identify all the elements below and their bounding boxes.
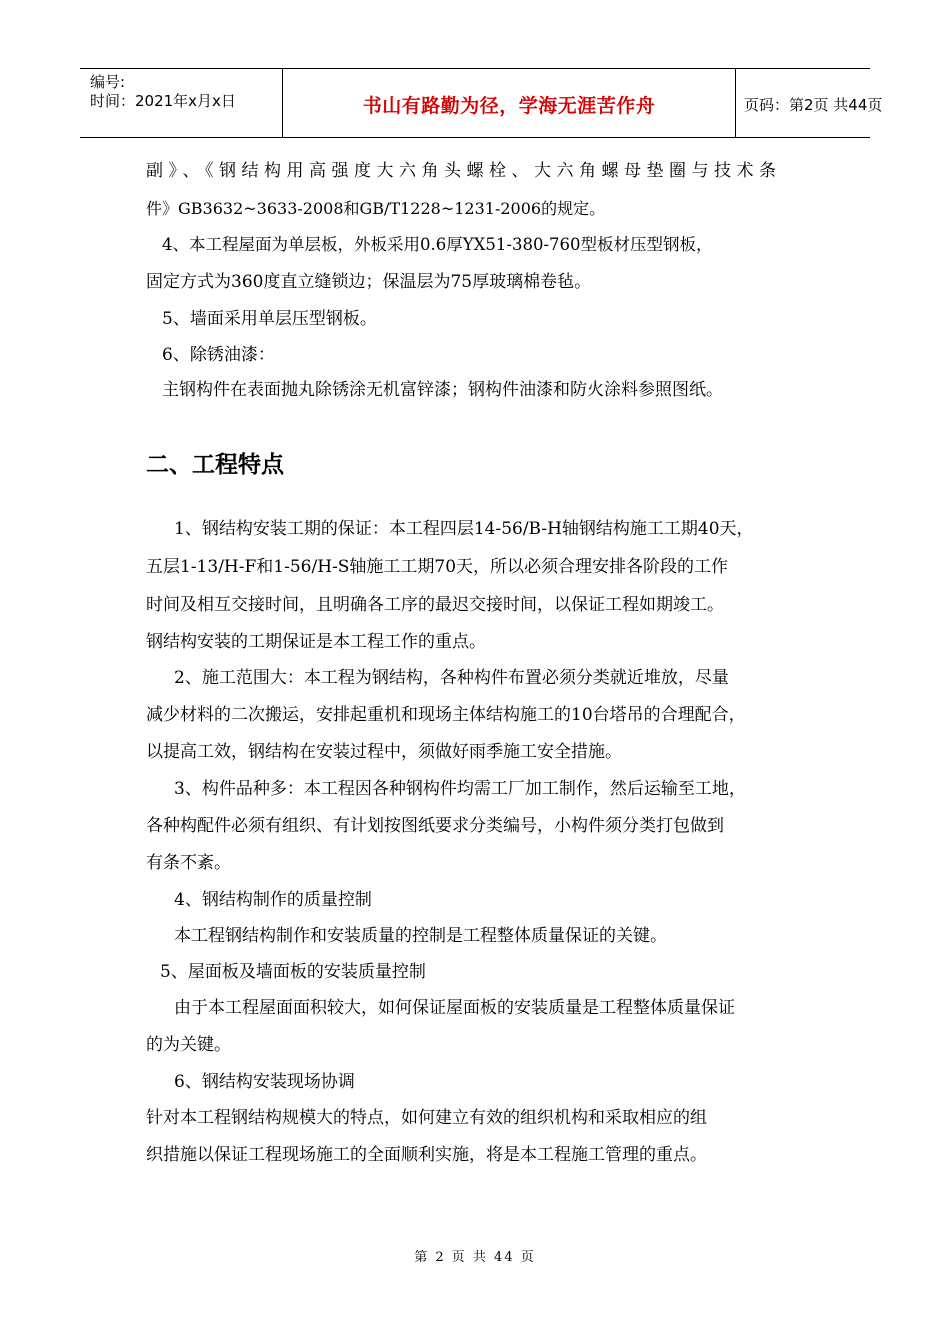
page-footer: 第 2 页 共 44 页 [414,1250,536,1265]
section-line: 的为关键。 [146,1035,231,1055]
header-motto-cell [282,69,736,137]
body-line: 6、除锈油漆： [162,345,275,365]
section-line: 2、施工范围大：本工程为钢结构，各种构件布置必须分类就近堆放，尽量 [174,668,729,688]
section-line: 各种构配件必须有组织、有计划按图纸要求分类编号，小构件须分类打包做到 [146,816,724,836]
section-line: 以提高工效，钢结构在安装过程中，须做好雨季施工安全措施。 [146,742,622,762]
section-line: 5、屋面板及墙面板的安装质量控制 [160,962,426,982]
section-title: 二、工程特点 [146,452,284,478]
page-header [80,68,883,138]
section-line: 织措施以保证工程现场施工的全面顺利实施，将是本工程施工管理的重点。 [146,1145,707,1165]
header-info-cell [80,69,282,137]
body-line: 4、本工程屋面为单层板，外板采用0.6厚YX51-380-760型板材压型钢板， [162,235,713,254]
section-line: 减少材料的二次搬运，安排起重机和现场主体结构施工的10台塔吊的合理配合， [146,705,746,725]
header-page-cell [736,69,883,137]
section-line: 1、钢结构安装工期的保证：本工程四层14-56/B-H轴钢结构施工工期40天， [174,519,754,539]
header-motto: 书山有路勤为径，学海无涯苦作舟 [362,95,656,117]
body-line: 副》、《钢结构用高强度大六角头螺栓、大六角螺母垫圈与技术条 [146,161,782,181]
section-line: 有条不紊。 [146,853,231,873]
section-line: 五层1-13/H-F和1-56/H-S轴施工工期70天，所以必须合理安排各阶段的工作 [146,557,729,577]
section-line: 4、钢结构制作的质量控制 [174,890,372,910]
body-line: 主钢构件在表面抛丸除锈涂无机富锌漆；钢构件油漆和防火涂料参照图纸。 [162,380,723,400]
section-line: 由于本工程屋面面积较大，如何保证屋面板的安装质量是工程整体质量保证 [174,998,735,1018]
header-page-number: 页码：第2页 共44页 [744,96,883,114]
body-line: 件》GB3632~3633-2008和GB/T1228~1231-2006的规定。 [146,199,606,218]
body-line: 5、墙面采用单层压型钢板。 [162,309,377,329]
section-line: 针对本工程钢结构规模大的特点，如何建立有效的组织机构和采取相应的组 [146,1108,707,1128]
section-line: 本工程钢结构制作和安装质量的控制是工程整体质量保证的关键。 [174,926,667,946]
section-line: 时间及相互交接时间，且明确各工序的最迟交接时间，以保证工程如期竣工。 [146,595,724,615]
document-date-label: 时间：2021年x月x日 [90,92,236,110]
section-line: 钢结构安装的工期保证是本工程工作的重点。 [146,632,486,652]
body-line: 固定方式为360度直立缝锁边；保温层为75厚玻璃棉卷毡。 [146,272,592,292]
document-code-label: 编号: [90,73,126,91]
section-line: 3、构件品种多：本工程因各种钢构件均需工厂加工制作，然后运输至工地， [174,779,746,799]
section-line: 6、钢结构安装现场协调 [174,1072,355,1092]
